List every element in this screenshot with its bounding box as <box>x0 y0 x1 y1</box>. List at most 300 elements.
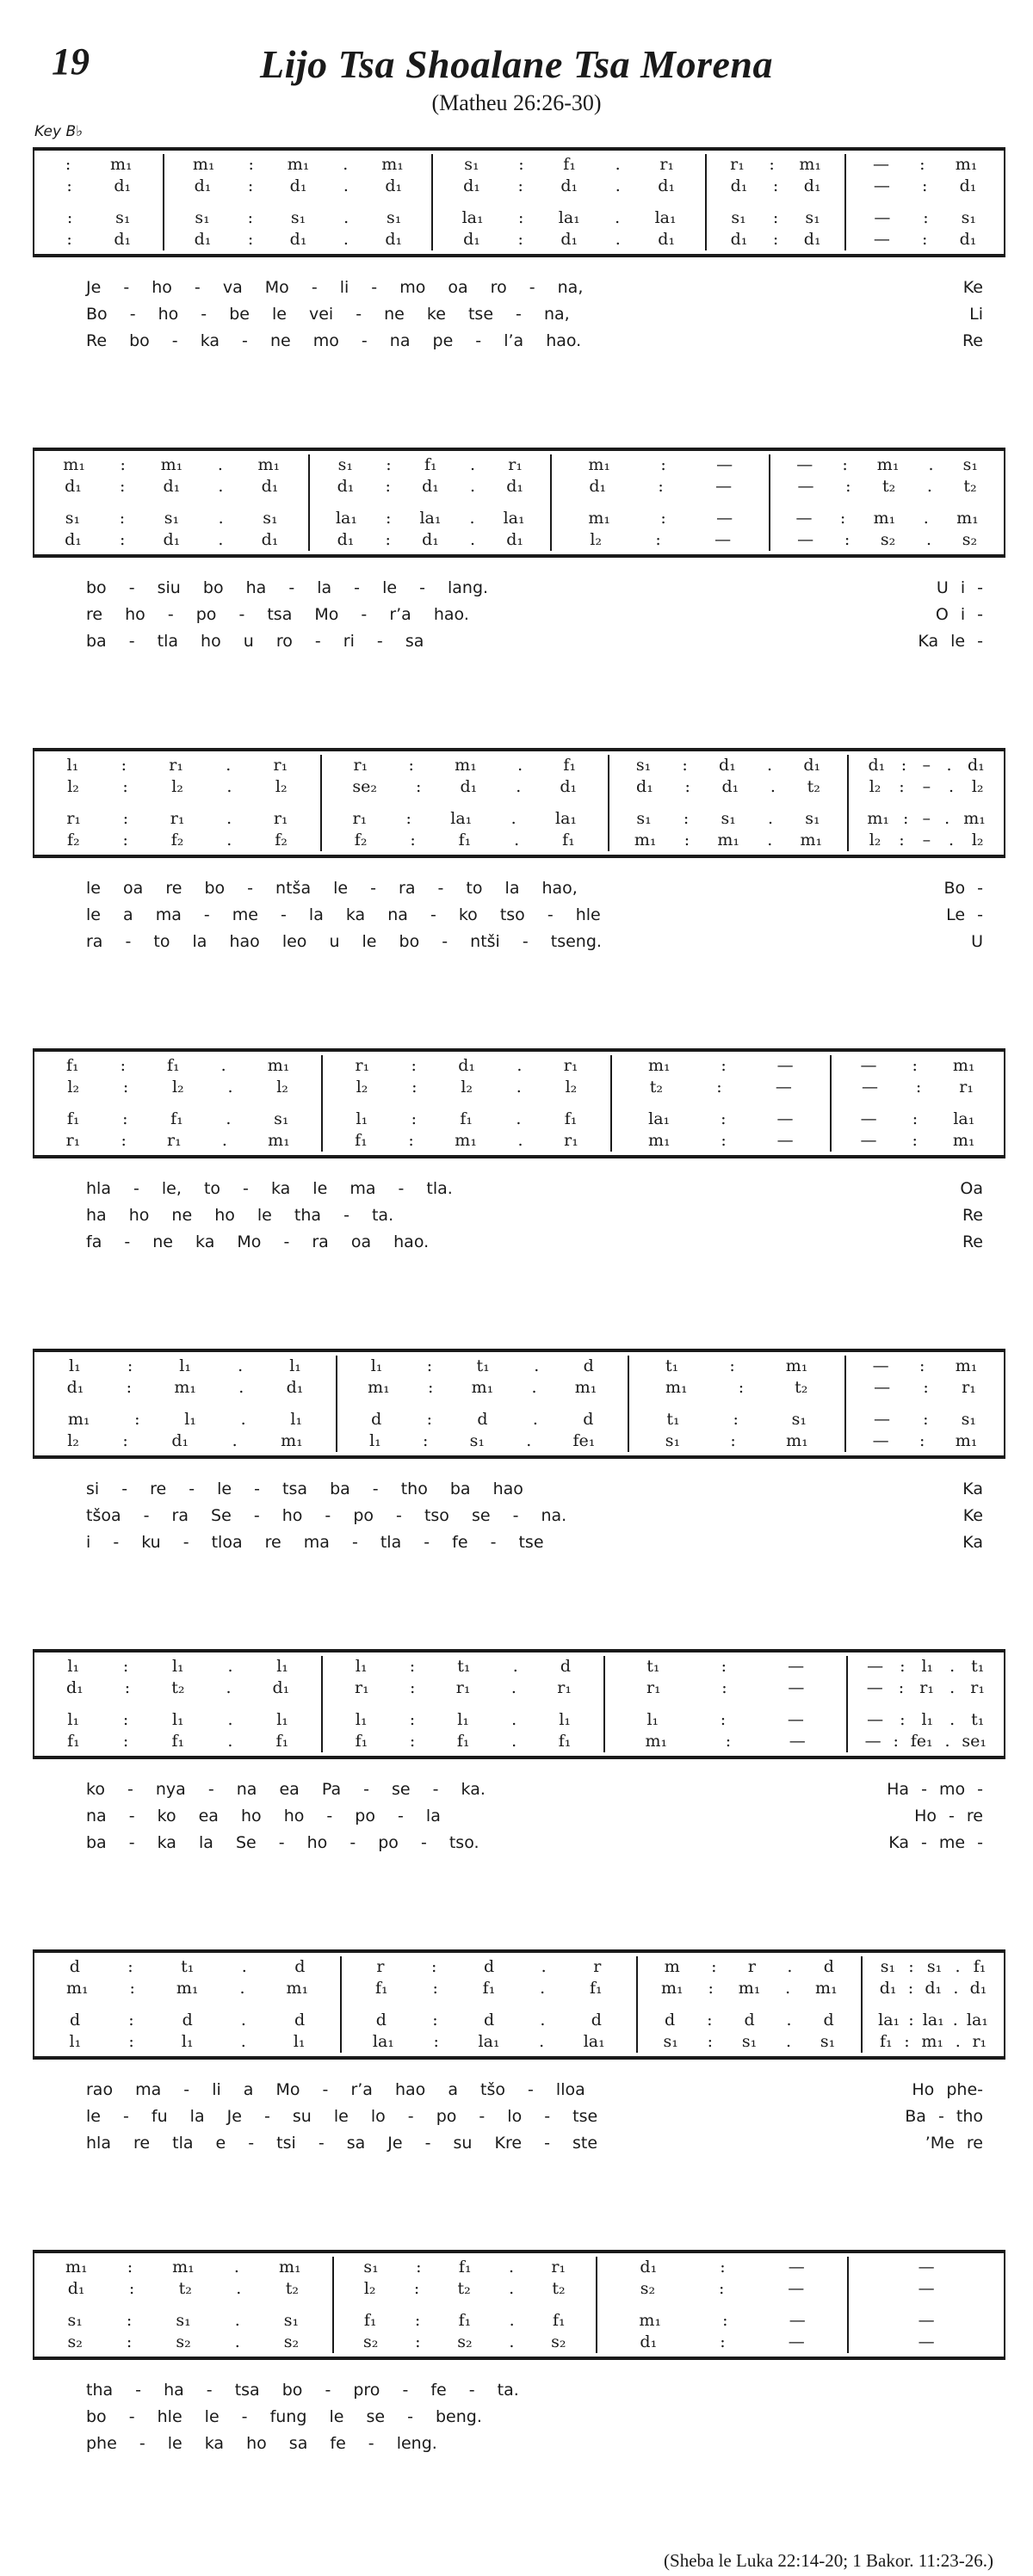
solfa-token: d₁ <box>560 229 578 249</box>
solfa-token: — <box>789 2310 806 2330</box>
solfa-token: . <box>512 1656 518 1676</box>
lyric-text: Bo - ho - be le vei - ne ke tse - na, <box>86 304 570 324</box>
voice-cell <box>34 176 163 197</box>
voice-cell <box>597 2332 847 2353</box>
solfa-token: . <box>949 1656 956 1676</box>
voice-cell <box>322 776 608 798</box>
solfa-token: f₁ <box>170 1109 183 1128</box>
solfa-token: : <box>919 154 925 174</box>
voice-cell <box>863 2031 1004 2053</box>
solfa-token: : <box>385 476 391 496</box>
voice-cell <box>164 207 431 229</box>
solfa-token: f₁ <box>563 154 576 174</box>
solfa-token: l₂ <box>363 2278 376 2298</box>
solfa-token: : <box>409 1731 416 1751</box>
lyric-line <box>86 628 983 655</box>
solfa-token: d₁ <box>422 529 439 549</box>
lyric-pickup: Ha - mo - <box>887 1779 983 1799</box>
measure <box>846 1656 1004 1752</box>
solfa-token: : <box>247 207 253 227</box>
solfa-token: : <box>121 1130 127 1150</box>
solfa-token: : <box>411 1077 418 1096</box>
solfa-token: l₁ <box>171 1656 184 1676</box>
solfa-token: la₁ <box>922 2010 944 2029</box>
solfa-token: f₁ <box>482 1978 496 1998</box>
solfa-token: — <box>872 154 889 174</box>
voice-cell <box>552 454 769 476</box>
solfa-token: . <box>944 808 950 828</box>
solfa-token: la₁ <box>372 2031 394 2051</box>
solfa-token: : <box>426 1409 433 1429</box>
lyric-line <box>86 2077 983 2103</box>
solfa-token: . <box>923 508 929 528</box>
solfa-token: s₂ <box>176 2332 191 2351</box>
voice-cell <box>323 1656 603 1677</box>
solfa-token: : <box>900 755 907 775</box>
solfa-token: d <box>823 2010 834 2029</box>
solfa-token: — <box>715 476 733 496</box>
solfa-token: m₁ <box>815 1978 838 1998</box>
solfa-token: la₁ <box>419 508 442 528</box>
solfa-token: : <box>772 229 779 249</box>
solfa-token: . <box>615 229 621 249</box>
solfa-token: — <box>872 1356 889 1375</box>
lyric-text: re ho - po - tsa Mo - r’a hao. <box>86 604 469 624</box>
solfa-token: : <box>900 1709 906 1729</box>
lyric-line <box>86 328 983 355</box>
lyric-pickup: O i - <box>935 604 983 624</box>
solfa-token: s₁ <box>961 1409 976 1429</box>
solfa-token: f₂ <box>354 830 368 849</box>
measure <box>34 1356 336 1452</box>
solfa-token: . <box>234 2332 240 2351</box>
solfa-token: s₁ <box>805 808 820 828</box>
measure <box>636 1956 862 2053</box>
solfa-token: : <box>426 1356 433 1375</box>
solfa-token: : <box>912 1055 918 1075</box>
solfa-token: d₁ <box>458 1055 476 1075</box>
solfa-token: — <box>788 2278 805 2298</box>
measure <box>308 454 550 551</box>
voice-cell <box>846 229 1004 250</box>
solfa-token: s₁ <box>962 454 978 474</box>
voice-cell <box>34 229 163 250</box>
solfa-token: la₁ <box>335 508 358 528</box>
solfa-token: m₁ <box>738 1978 761 1998</box>
solfa-token: . <box>470 476 476 496</box>
lyric-pickup: U i - <box>936 578 983 597</box>
notation-grid <box>33 2250 1005 2360</box>
voice-cell <box>337 1409 628 1430</box>
solfa-token: m₁ <box>955 154 978 174</box>
lyric-pickup: Ka <box>962 1532 983 1552</box>
lyric-pickup: Li <box>969 304 983 324</box>
solfa-token: . <box>469 454 475 474</box>
solfa-token: : <box>66 207 73 227</box>
solfa-token: — <box>776 1130 794 1150</box>
solfa-token: : <box>904 2031 910 2051</box>
measure <box>550 454 769 551</box>
voice-cell <box>849 830 1004 851</box>
lyric-pickup: Bo - <box>943 878 983 898</box>
solfa-token: . <box>953 1978 959 1998</box>
notation-grid <box>33 1048 1005 1158</box>
solfa-token: . <box>516 1055 523 1075</box>
voice-cell <box>707 154 845 176</box>
solfa-token: m₁ <box>368 1377 390 1397</box>
voice-cell <box>849 776 1004 798</box>
music-system <box>33 2250 1005 2457</box>
music-system <box>33 147 1005 355</box>
lyrics-block <box>86 875 983 955</box>
solfa-token: r₁ <box>563 1055 578 1075</box>
solfa-token: . <box>541 1956 547 1976</box>
voice-cell <box>770 508 1004 529</box>
solfa-token: : <box>129 1978 135 1998</box>
music-system <box>33 1949 1005 2157</box>
solfa-token: m₁ <box>174 1377 196 1397</box>
solfa-token: l₁ <box>356 1109 368 1128</box>
voice-cell <box>34 755 320 776</box>
solfa-token: s₁ <box>741 2031 758 2051</box>
solfa-token: . <box>928 454 934 474</box>
solfa-token: — <box>795 508 813 528</box>
solfa-token: d₁ <box>967 755 985 775</box>
voice-cell <box>34 2332 332 2353</box>
solfa-token: d <box>70 2010 81 2029</box>
solfa-token: l₁ <box>369 1430 381 1450</box>
solfa-token: f₂ <box>66 830 80 849</box>
solfa-token: d₁ <box>636 776 653 796</box>
voice-cell <box>846 1409 1004 1430</box>
solfa-token: s₁ <box>337 454 353 474</box>
solfa-token: m₁ <box>648 1055 671 1075</box>
voice-cell <box>849 2278 1004 2300</box>
solfa-token: m₁ <box>67 1409 90 1429</box>
solfa-token: : <box>411 1109 417 1128</box>
solfa-token: d <box>823 1956 834 1976</box>
solfa-token: m₁ <box>952 1055 975 1075</box>
solfa-token: d₁ <box>337 476 355 496</box>
lyric-text: fa - ne ka Mo - ra oa hao. <box>86 1232 430 1251</box>
voice-cell <box>638 1956 862 1978</box>
lyric-line <box>86 301 983 328</box>
voice-cell <box>34 1430 336 1452</box>
voice-cell <box>433 229 704 250</box>
solfa-token: . <box>514 830 520 849</box>
voice-cell <box>334 2310 596 2332</box>
voice-cell <box>832 1109 1004 1130</box>
music-system <box>33 1349 1005 1556</box>
measure <box>34 1956 340 2053</box>
solfa-token: m₁ <box>281 1430 303 1450</box>
solfa-token: t₂ <box>795 1377 808 1397</box>
solfa-token: . <box>615 176 621 195</box>
solfa-token: m₁ <box>172 2257 195 2276</box>
solfa-token: : <box>912 1109 919 1128</box>
solfa-token: . <box>517 1130 523 1150</box>
voice-cell <box>334 2278 596 2300</box>
solfa-token: : <box>923 1409 929 1429</box>
solfa-token: : <box>122 1077 129 1096</box>
solfa-token: . <box>232 1430 238 1450</box>
solfa-token: r <box>747 1956 756 1976</box>
voice-cell <box>34 2257 332 2278</box>
measure <box>596 2257 847 2353</box>
solfa-token: : <box>119 529 126 549</box>
voice-cell <box>34 476 308 497</box>
solfa-token: . <box>511 1709 517 1729</box>
solfa-token: s₁ <box>961 207 976 227</box>
voice-cell <box>334 2332 596 2353</box>
voice-cell <box>310 476 550 497</box>
solfa-token: s₂ <box>457 2332 473 2351</box>
measure <box>34 2257 332 2353</box>
solfa-token: : <box>655 529 661 549</box>
solfa-token: — <box>860 1130 877 1150</box>
solfa-token: . <box>227 1709 233 1729</box>
solfa-token: la₁ <box>461 207 484 227</box>
voice-cell <box>34 1109 321 1130</box>
solfa-token: : <box>660 454 666 474</box>
voice-cell <box>34 808 320 830</box>
solfa-token: d₁ <box>560 776 578 796</box>
solfa-token: l₁ <box>559 1709 572 1729</box>
solfa-token: d <box>477 1409 488 1429</box>
solfa-token: . <box>226 1677 232 1697</box>
measure <box>610 1055 830 1152</box>
solfa-token: — <box>867 1709 884 1729</box>
solfa-token: t₂ <box>807 776 820 796</box>
solfa-token: s₁ <box>635 755 652 775</box>
solfa-token: : <box>122 1430 128 1450</box>
solfa-token: l₂ <box>565 1077 578 1096</box>
solfa-token: m₁ <box>786 1430 808 1450</box>
lyric-pickup: Ka le - <box>918 631 983 651</box>
solfa-token: r <box>376 1956 385 1976</box>
solfa-token: s₁ <box>274 1109 289 1128</box>
voice-cell <box>609 755 848 776</box>
solfa-token: – <box>922 808 931 828</box>
voice-cell <box>552 508 769 529</box>
solfa-token: : <box>707 2010 713 2029</box>
solfa-token: : <box>517 207 524 227</box>
voice-cell <box>848 1731 1004 1752</box>
solfa-token: m₁ <box>785 1356 808 1375</box>
lyric-line <box>86 2404 983 2431</box>
solfa-token: m₁ <box>661 1978 684 1998</box>
solfa-token: l₂ <box>971 830 984 849</box>
solfa-token: r₁ <box>730 154 745 174</box>
voice-cell <box>323 1055 609 1077</box>
solfa-token: : <box>410 1677 416 1697</box>
solfa-token: : <box>725 1731 732 1751</box>
voice-cell <box>848 1656 1004 1677</box>
solfa-token: : <box>720 2332 726 2351</box>
lyric-line <box>86 902 983 929</box>
lyric-pickup: Ba - tho <box>905 2106 983 2126</box>
solfa-token: l₂ <box>171 1077 184 1096</box>
solfa-token: . <box>217 454 223 474</box>
solfa-token: d₁ <box>803 755 821 775</box>
solfa-token: : <box>922 176 928 195</box>
voice-cell <box>770 454 1004 476</box>
solfa-token: — <box>867 1656 884 1676</box>
solfa-token: . <box>469 508 475 528</box>
solfa-token: s₂ <box>880 529 896 549</box>
solfa-token: . <box>526 1430 532 1450</box>
solfa-token: f₁ <box>275 1731 289 1751</box>
solfa-token: . <box>218 529 224 549</box>
solfa-token: m₁ <box>952 1130 975 1150</box>
lyric-text: Je - ho - va Mo - li - mo oa ro - na, <box>86 277 584 297</box>
solfa-token: d₁ <box>868 755 886 775</box>
voice-cell <box>34 776 320 798</box>
solfa-token: d₁ <box>959 229 977 249</box>
voice-cell <box>34 1077 321 1098</box>
lyric-text: si - re - le - tsa ba - tho ba hao <box>86 1479 523 1498</box>
solfa-token: m₁ <box>867 808 889 828</box>
solfa-token: d₁ <box>114 229 132 249</box>
voice-cell <box>832 1055 1004 1077</box>
voice-cell <box>612 1055 830 1077</box>
solfa-token: d₁ <box>289 176 307 195</box>
solfa-token: : <box>408 755 414 775</box>
voice-cell <box>34 2278 332 2300</box>
solfa-token: d₁ <box>289 229 307 249</box>
solfa-token: . <box>949 1677 956 1697</box>
solfa-token: . <box>531 1377 537 1397</box>
solfa-token: d₁ <box>463 229 480 249</box>
solfa-token: — <box>787 1709 804 1729</box>
solfa-token: — <box>716 508 733 528</box>
solfa-token: : <box>122 1109 128 1128</box>
solfa-token: — <box>776 1109 794 1128</box>
solfa-token: : <box>907 1978 914 1998</box>
solfa-token: : <box>408 1130 414 1150</box>
solfa-token: d₁ <box>879 1978 897 1998</box>
solfa-token: : <box>682 755 688 775</box>
solfa-token: d₁ <box>463 176 480 195</box>
voice-cell <box>605 1731 846 1752</box>
solfa-token: t₁ <box>971 1656 985 1676</box>
lyrics-block <box>86 575 983 655</box>
lyric-line <box>86 1503 983 1529</box>
solfa-token: : <box>431 1956 437 1976</box>
solfa-token: l₁ <box>293 2031 306 2051</box>
solfa-token: d <box>69 1956 80 1976</box>
solfa-token: s₁ <box>464 154 479 174</box>
solfa-token: . <box>343 229 349 249</box>
solfa-token: — <box>796 454 813 474</box>
solfa-token: la₁ <box>654 207 677 227</box>
solfa-token: f₁ <box>563 755 577 775</box>
solfa-token: — <box>866 1677 883 1697</box>
solfa-token: d₁ <box>959 176 977 195</box>
measure <box>34 154 163 250</box>
voice-cell <box>849 755 1004 776</box>
solfa-token: . <box>508 2257 515 2276</box>
solfa-token: d₁ <box>422 476 439 496</box>
voice-cell <box>846 1356 1004 1377</box>
solfa-token: f₁ <box>458 2257 472 2276</box>
voice-cell <box>612 1077 830 1098</box>
solfa-token: : <box>658 476 664 496</box>
solfa-token: r₁ <box>970 1677 985 1697</box>
voice-cell <box>34 1731 321 1752</box>
solfa-token: d <box>744 2010 755 2029</box>
lyric-text: ha ho ne ho le tha - ta. <box>86 1205 394 1225</box>
solfa-token: r₁ <box>355 1055 370 1075</box>
solfa-token: : <box>684 776 690 796</box>
key-signature: Key B♭ <box>34 122 84 140</box>
voice-cell <box>638 2031 862 2053</box>
solfa-token: m₁ <box>873 508 896 528</box>
solfa-token: d₁ <box>658 229 676 249</box>
solfa-token: m₁ <box>717 830 739 849</box>
solfa-token: m₁ <box>65 2257 88 2276</box>
solfa-token: fe₁ <box>910 1731 933 1751</box>
solfa-token: d₁ <box>460 776 478 796</box>
solfa-token: . <box>925 529 932 549</box>
lyric-line <box>86 2130 983 2157</box>
measure <box>34 1656 321 1752</box>
solfa-token: : <box>423 1430 429 1450</box>
lyric-pickup: Ho - re <box>914 1806 983 1825</box>
solfa-token: t₁ <box>666 1409 680 1429</box>
voice-cell <box>770 529 1004 551</box>
solfa-token: r₁ <box>508 454 523 474</box>
solfa-token: — <box>776 1055 794 1075</box>
solfa-token: m₁ <box>648 1130 671 1150</box>
solfa-token: : <box>120 454 126 474</box>
solfa-token: — <box>789 1731 806 1751</box>
solfa-token: : <box>720 2257 726 2276</box>
solfa-token: d₁ <box>385 176 403 195</box>
solfa-token: : <box>721 1130 727 1150</box>
solfa-token: : <box>721 1677 727 1697</box>
solfa-token: m₁ <box>268 1130 290 1150</box>
solfa-token: : <box>432 1978 438 1998</box>
voice-cell <box>629 1430 844 1452</box>
solfa-token: m₁ <box>471 1377 494 1397</box>
lyric-line <box>86 929 983 955</box>
solfa-token: s₁ <box>636 808 652 828</box>
lyric-pickup: Re <box>962 330 983 350</box>
solfa-token: : <box>128 2278 135 2298</box>
solfa-token: : <box>738 1377 745 1397</box>
lyric-pickup: Ke <box>962 277 983 297</box>
scripture-reference: (Matheu 26:26-30) <box>431 90 602 115</box>
solfa-token: : <box>413 2278 420 2298</box>
solfa-token: l₁ <box>184 1409 196 1429</box>
solfa-token: . <box>539 2031 545 2051</box>
voice-cell <box>597 2257 847 2278</box>
voice-cell <box>337 1377 628 1399</box>
solfa-token: s₁ <box>164 508 180 528</box>
solfa-token: : <box>721 1109 727 1128</box>
page-title: Lijo Tsa Shoalane Tsa Morena <box>260 42 773 86</box>
lyrics-block <box>86 2377 983 2457</box>
voice-cell <box>34 1677 321 1699</box>
solfa-token: — <box>918 2310 935 2330</box>
solfa-token: r₁ <box>659 154 675 174</box>
solfa-token: . <box>511 1731 517 1751</box>
voice-cell <box>433 207 704 229</box>
solfa-token: : <box>411 1055 417 1075</box>
voice-cell <box>337 1430 628 1452</box>
solfa-token: : <box>517 229 523 249</box>
